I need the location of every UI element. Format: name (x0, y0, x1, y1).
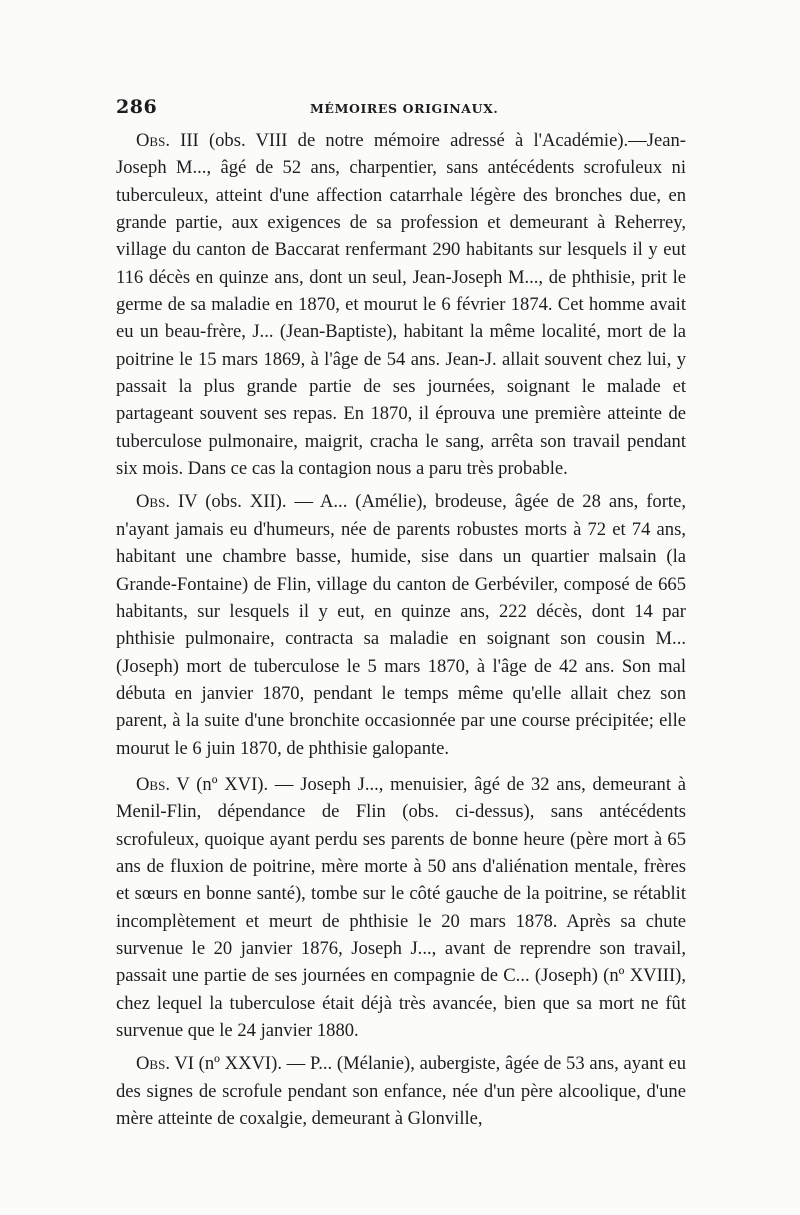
page-header (116, 96, 686, 122)
observation-paragraph (116, 488, 686, 761)
observation-label: Obs. (136, 1053, 170, 1075)
observation-text: VI (nº XXVI). — P... (Mélanie), aubergiste, âgée de 53 ans, ayant eu des signes de scrofule pendant son enfance, née d'un père alcoolique, d'une mère atteinte de coxalgie, demeurant à Glonville, (116, 1053, 686, 1130)
observation-paragraph (116, 127, 686, 482)
observation-label: Obs. (136, 491, 170, 513)
page-number: 286 (116, 96, 158, 118)
observation-text: III (obs. VIII de notre mémoire adressé à l'Académie).—Jean-Joseph M..., âgé de 52 ans, charpentier, sans antécédents scrofuleux ni tuberculeux, atteint d'une affection catarrhale légère des bronches due, en grande partie, aux exigences de sa profession et demeurant à Reherrey, village du canton de Baccarat renfermant 290 habitants sur lesquels il y eut 116 décès en quinze ans, dont un seul, Jean-Joseph M..., de phthisie, prit le germe de sa maladie en 1870, et mourut le 6 février 1874. Cet homme avait eu un beau-frère, J... (Jean-Baptiste), habitant la même localité, mort de la poitrine le 15 mars 1869, à l'âge de 54 ans. Jean-J. allait souvent chez lui, y passait la plus grande partie de ses journées, soignant le malade et partageant souvent ses repas. En 1870, il éprouva une première atteinte de tuberculose pulmonaire, maigrit, cracha le sang, arrêta son travail pendant six mois. Dans ce cas la contagion nous a paru très probable. (116, 130, 686, 480)
observation-label: Obs. (136, 773, 170, 795)
observation-paragraph (116, 1050, 686, 1132)
observation-text: V (nº XVI). — Joseph J..., menuisier, âgé de 32 ans, demeurant à Menil-Flin, dépendance de Flin (obs. ci-dessus), sans antécédents scrofuleux, quoique ayant perdu ses parents de bonne heure (père mort à 65 ans de fluxion de poitrine, mère morte à 50 ans d'aliénation mentale, frères et sœurs en bonne santé), tombe sur le côté gauche de la poitrine, se rétablit incomplètement et meurt de phthisie le 20 mars 1878. Après sa chute survenue le 20 janvier 1876, Joseph J..., avant de reprendre son travail, passait une partie de ses journées en compagnie de C... (Joseph) (nº XVIII), chez lequel la tuberculose était déjà très avancée, bien que sa mort ne fût survenue que le 24 janvier 1880. (116, 773, 686, 1041)
observation-paragraph (116, 771, 686, 1044)
observation-label: Obs. (136, 130, 170, 151)
body-text (116, 127, 686, 1132)
observation-text: IV (obs. XII). — A... (Amélie), brodeuse, âgée de 28 ans, forte, n'ayant jamais eu d'humeurs, née de parents robustes morts à 72 et 74 ans, habitant une chambre basse, humide, sise dans un quartier malsain (la Grande-Fontaine) de Flin, village du canton de Gerbéviler, composé de 665 habitants, sur lesquels il y eut, en quinze ans, 222 décès, dont 14 par phthisie pulmonaire, contracta sa maladie en soignant son cousin M... (Joseph) mort de tuberculose le 5 mars 1870, à l'âge de 42 ans. Son mal débuta en janvier 1870, pendant le temps même qu'elle allait chez son parent, à la suite d'une bronchite occasionnée par une course précipitée; elle mourut le 6 juin 1870, de phthisie galopante. (116, 491, 686, 759)
running-title: MÉMOIRES ORIGINAUX. (310, 101, 499, 116)
